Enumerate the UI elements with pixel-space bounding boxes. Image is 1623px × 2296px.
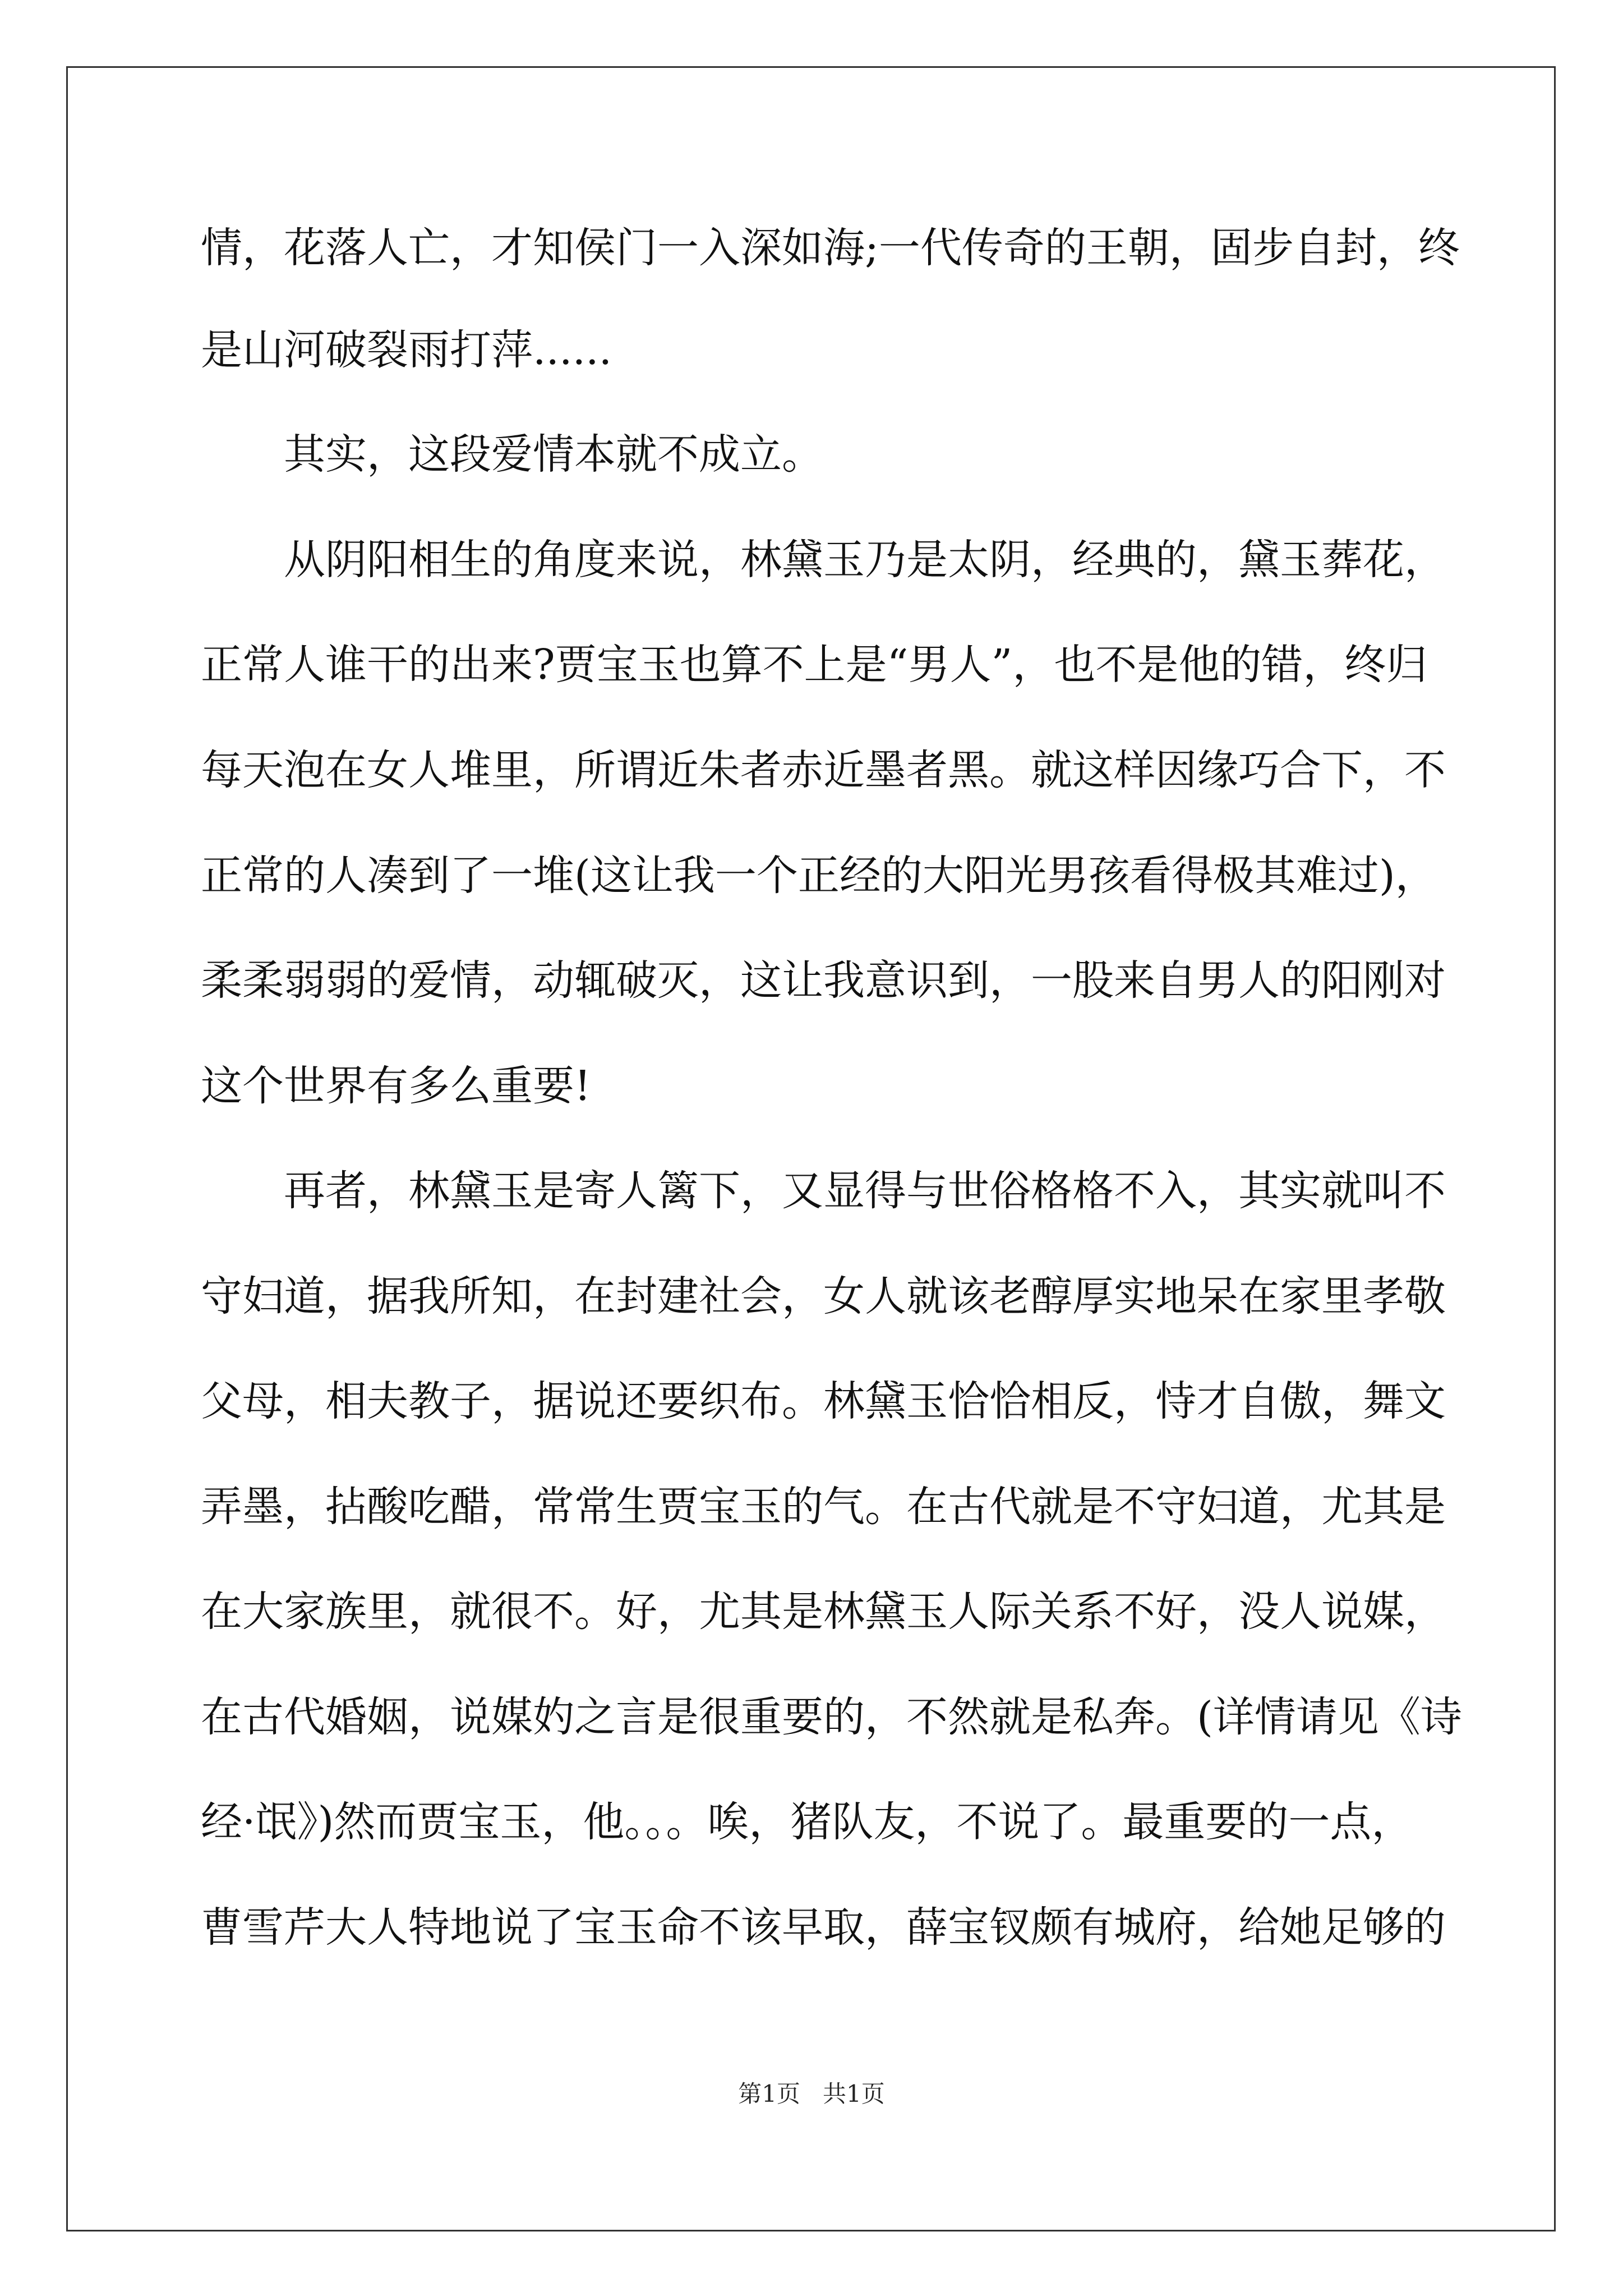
text-line-2: 是山河破裂雨打萍...... (201, 326, 612, 374)
text-line-1: 情，花落人亡，才知侯门一入深如海;一代传奇的王朝，固步自封，终 (201, 224, 1460, 272)
text-line-16: 经·氓》)然而贾宝玉，他。。。唉，猪队友，不说了。最重要的一点， (201, 1798, 1413, 1846)
text-line-12: 父母，相夫教子，据说还要织布。林黛玉恰恰相反，恃才自傲，舞文 (201, 1377, 1446, 1425)
text-line-11: 守妇道，据我所知，在封建社会，女人就该老醇厚实地呆在家里孝敬 (201, 1272, 1446, 1320)
text-line-6: 每天泡在女人堆里，所谓近朱者赤近墨者黑。就这样因缘巧合下，不 (201, 746, 1446, 794)
text-line-8: 柔柔弱弱的爱情，动辄破灭，这让我意识到，一股来自男人的阳刚对 (201, 956, 1446, 1005)
paragraph-line-10: 再者，林黛玉是寄人篱下，又显得与世俗格格不入，其实就叫不 (284, 1167, 1446, 1215)
page-number-footer: 第1页 共1页 (738, 2080, 885, 2108)
text-line-9: 这个世界有多么重要! (201, 1062, 591, 1110)
paragraph-line-4: 从阴阳相生的角度来说，林黛玉乃是太阴，经典的，黛玉葬花， (284, 536, 1446, 584)
text-line-17: 曹雪芹大人特地说了宝玉命不该早取，薛宝钗颇有城府，给她足够的 (201, 1903, 1446, 1952)
text-line-15: 在古代婚姻，说媒妁之言是很重要的，不然就是私奔。(详情请见《诗 (201, 1693, 1462, 1741)
text-line-7: 正常的人凑到了一堆(这让我一个正经的大阳光男孩看得极其难过)， (201, 852, 1437, 900)
text-line-5: 正常人谁干的出来?贾宝玉也算不上是“男人”，也不是他的错，终归 (201, 641, 1428, 689)
text-line-14: 在大家族里，就很不。好，尤其是林黛玉人际关系不好，没人说媒， (201, 1588, 1446, 1636)
text-line-13: 弄墨，拈酸吃醋，常常生贾宝玉的气。在古代就是不守妇道，尤其是 (201, 1483, 1446, 1531)
paragraph-line-3: 其实，这段爱情本就不成立。 (284, 430, 823, 478)
